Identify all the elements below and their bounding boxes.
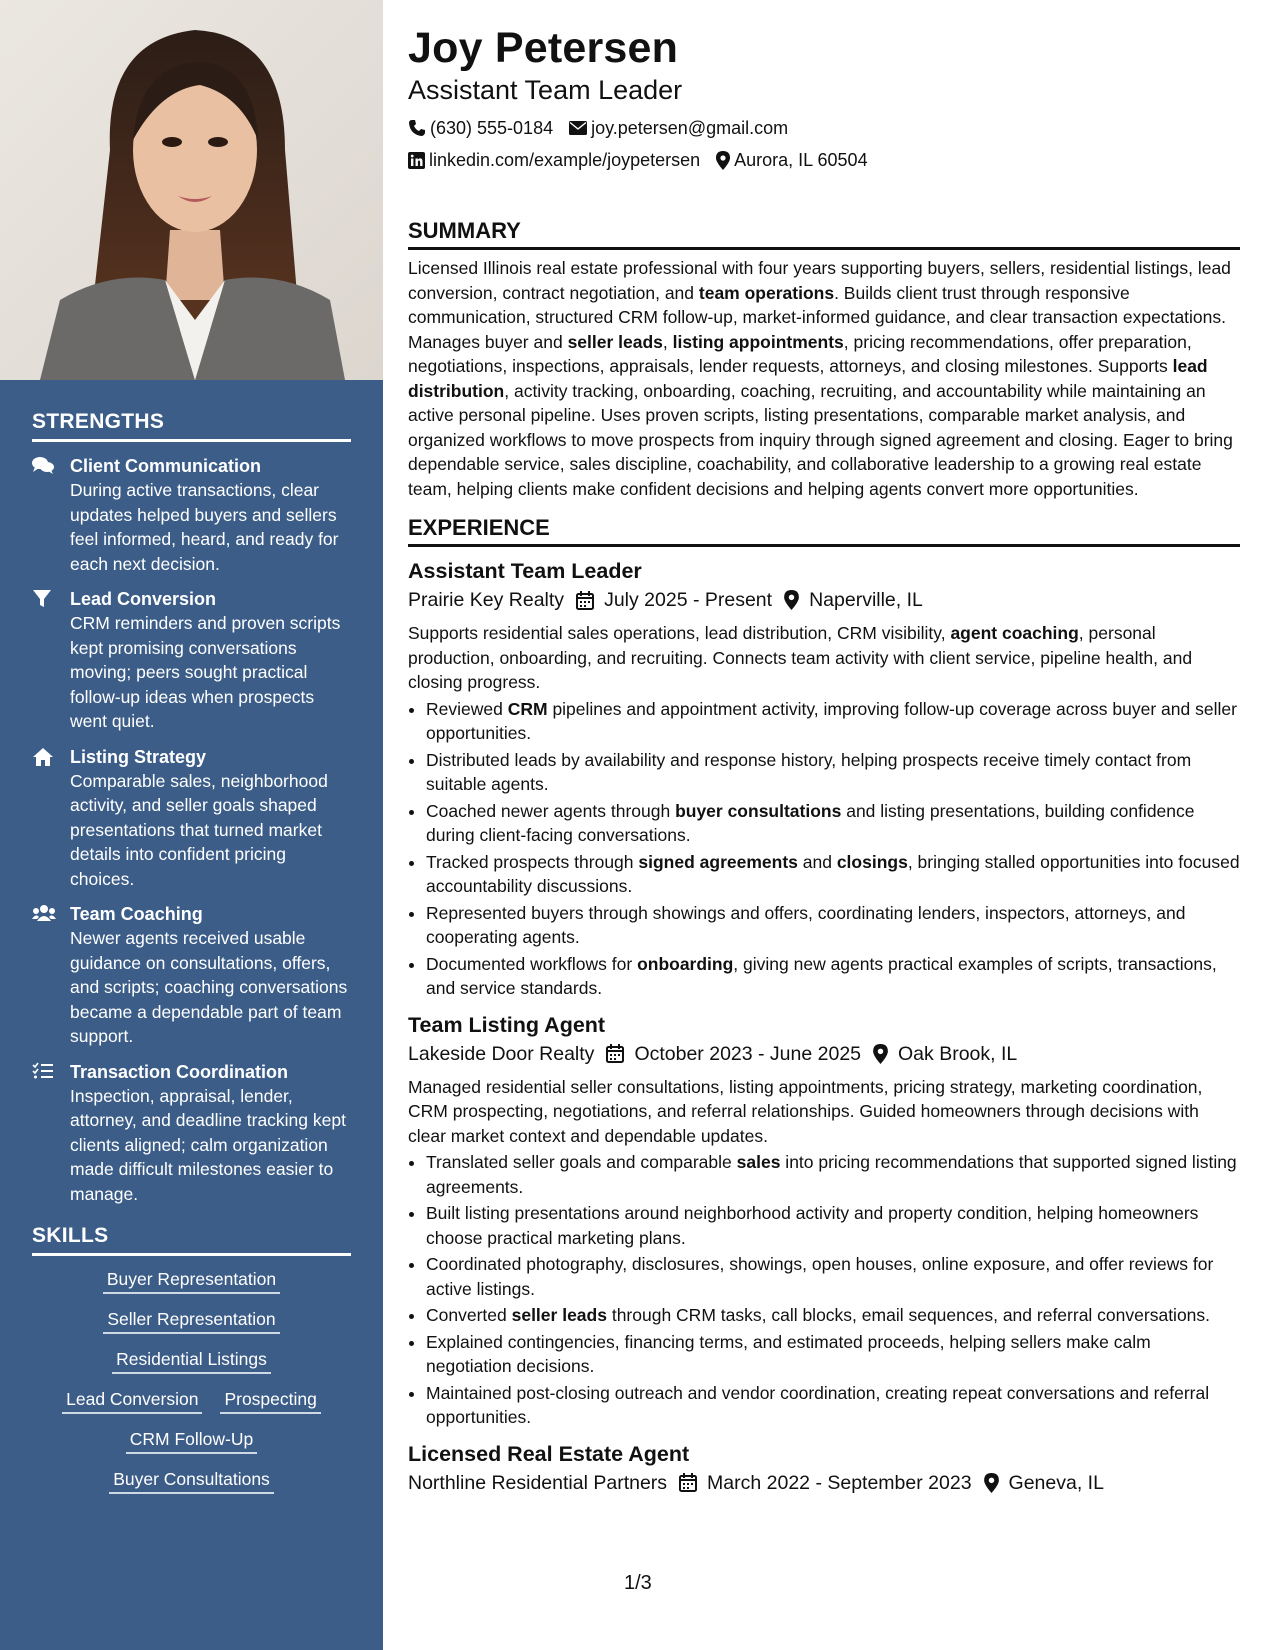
users-icon xyxy=(32,902,70,1049)
contact-line xyxy=(408,112,1240,144)
strength-desc: Inspection, appraisal, lender, attorney, and deadline tracking kept clients aligned; calm organization made difficult milestones easier to manage. xyxy=(70,1085,346,1204)
skill-tag: Prospecting xyxy=(220,1386,320,1414)
skill-tag: Buyer Representation xyxy=(103,1266,280,1294)
list-item: • Translated seller goals and comparable sales into pricing recommendations that supported signed listing agreements. xyxy=(426,1150,1240,1199)
contact-line xyxy=(408,144,1240,176)
list-item: • Documented workflows for onboarding, giving new agents practical examples of scripts, transactions, and service standards. xyxy=(426,952,1240,1001)
checklist-icon xyxy=(32,1060,70,1207)
strength-title: Transaction Coordination xyxy=(70,1061,289,1082)
profile-photo xyxy=(0,0,383,380)
list-item: • Coordinated photography, disclosures, showings, open houses, online exposure, and offer reviews for active listings. xyxy=(426,1252,1240,1301)
list-item: • Distributed leads by availability and response history, helping prospects receive timely contact from suitable agents. xyxy=(426,748,1240,797)
job-entry xyxy=(408,557,1240,1001)
bold-keyword: seller leads xyxy=(511,1305,607,1325)
bold-keyword: buyer consultations xyxy=(675,800,842,821)
job-dates: July 2025 - Present xyxy=(604,589,773,611)
strength-desc: Comparable sales, neighborhood activity, and seller goals shaped presentations that turned market details into confident pricing choices. xyxy=(70,770,328,889)
linkedin-icon xyxy=(408,152,425,169)
page-number: 1/3 xyxy=(624,1572,652,1594)
calendar-icon xyxy=(576,591,594,610)
strength-item xyxy=(32,454,351,576)
list-item: • Converted seller leads through CRM tasks, call blocks, email sequences, and referral conversations. xyxy=(426,1303,1240,1328)
bold-keyword: onboarding xyxy=(637,953,734,974)
bold-keyword: agent coaching xyxy=(950,623,1079,643)
home-icon xyxy=(32,745,70,892)
list-item: • Coached newer agents through buyer consultations and listing presentations, building confidence during client-facing conversations. xyxy=(426,799,1240,848)
job-location: Oak Brook, IL xyxy=(898,1042,1018,1065)
bold-keyword: closings xyxy=(836,851,908,872)
calendar-icon xyxy=(606,1044,624,1063)
main-content xyxy=(408,22,1240,1504)
skills-heading: SKILLS xyxy=(32,1224,351,1256)
job-title: Assistant Team Leader xyxy=(408,559,642,583)
strength-item xyxy=(32,745,351,892)
list-item: • Built listing presentations around neighborhood activity and property condition, helping homeowners choose practical marketing plans. xyxy=(426,1201,1240,1250)
summary-text: Licensed Illinois real estate professional with four years supporting buyers, sellers, residential listings, lead conversion, contract negotiation, and team operations. Builds client trust through responsive communication, structured CRM follow-up, market-informed guidance, and clear transaction expectations. Manages buyer and seller leads, listing appointments, pricing recommendations, offer preparation, negotiations, inspections, appraisals, lender requests, attorneys, and closing milestones. Supports lead distribution, activity tracking, onboarding, coaching, recruiting, and accountability while maintaining an active personal pipeline. Uses proven scripts, listing presentations, comparable market analysis, and organized workflows to move prospects from inquiry through signed agreement and closing. Eager to bring dependable service, sales discipline, coachability, and collaborative leadership to a growing real estate team, helping clients make confident decisions and helping agents convert more opportunities. xyxy=(408,258,1233,499)
funnel-icon xyxy=(32,587,70,734)
strengths-heading: STRENGTHS xyxy=(32,410,351,442)
list-item: • Tracked prospects through signed agreements and closings, bringing stalled opportunities into focused accountability discussions. xyxy=(426,850,1240,899)
candidate-name: Joy Petersen xyxy=(408,24,679,72)
job-location: Naperville, IL xyxy=(809,589,923,611)
strength-desc: Newer agents received usable guidance on consultations, offers, and scripts; coaching conversations became a dependable part of team support. xyxy=(70,928,348,1046)
job-title: Team Listing Agent xyxy=(408,1012,606,1037)
sidebar xyxy=(0,0,383,1650)
summary-heading: SUMMARY xyxy=(408,218,1240,250)
company-name: Northline Residential Partners xyxy=(408,1471,668,1494)
job-dates: October 2023 - June 2025 xyxy=(634,1042,862,1065)
skill-tag: CRM Follow-Up xyxy=(126,1426,257,1454)
strength-item xyxy=(32,587,351,734)
strength-title: Listing Strategy xyxy=(70,746,207,767)
strength-title: Client Communication xyxy=(70,456,262,476)
skill-tag: Lead Conversion xyxy=(62,1386,202,1414)
bold-keyword: sales xyxy=(736,1152,781,1172)
bold-keyword: team operations xyxy=(698,282,835,303)
job-location: Geneva, IL xyxy=(1008,1471,1104,1494)
linkedin-link[interactable]: linkedin.com/example/joypetersen xyxy=(429,150,701,170)
strength-item xyxy=(32,1060,351,1207)
job-dates: March 2022 - September 2023 xyxy=(707,1471,972,1494)
company-name: Prairie Key Realty xyxy=(408,589,565,611)
job-entry xyxy=(408,1011,1240,1430)
skill-tag: Buyer Consultations xyxy=(109,1466,274,1494)
job-bullets xyxy=(408,1150,1240,1430)
strength-desc: CRM reminders and proven scripts kept promising conversations moving; peers sought practical follow-up ideas when prospects went quiet. xyxy=(70,613,341,731)
job-description: Managed residential seller consultations, listing appointments, pricing strategy, marketing coordination, CRM prospecting, negotiations, and referral relationships. Guided homeowners through decisions with clear market context and dependable updates. xyxy=(408,1076,1203,1146)
list-item: • Represented buyers through showings and offers, coordinating lenders, inspectors, attorneys, and cooperating agents. xyxy=(426,901,1240,950)
phone-number[interactable]: (630) 555-0184 xyxy=(430,118,554,138)
envelope-icon xyxy=(569,121,587,135)
bold-keyword: listing appointments xyxy=(672,331,844,352)
experience-heading: EXPERIENCE xyxy=(408,515,1240,547)
list-item: • Maintained post-closing outreach and vendor coordination, creating repeat conversations and referral opportunities. xyxy=(426,1381,1240,1430)
strength-title: Team Coaching xyxy=(70,904,203,924)
map-pin-icon xyxy=(984,1473,999,1493)
map-pin-icon xyxy=(873,1044,888,1064)
list-item: • Reviewed CRM pipelines and appointment activity, improving follow-up coverage across buyer and seller opportunities. xyxy=(426,697,1240,746)
strength-title: Lead Conversion xyxy=(70,589,217,609)
email-link[interactable]: joy.petersen@gmail.com xyxy=(591,118,789,138)
strength-desc: During active transactions, clear updates helped buyers and sellers feel informed, heard, and ready for each next decision. xyxy=(70,480,339,574)
job-entry xyxy=(408,1440,1240,1498)
job-meta xyxy=(408,1039,1240,1069)
job-meta xyxy=(408,1468,1240,1498)
calendar-icon xyxy=(679,1473,697,1492)
list-item: • Explained contingencies, financing terms, and estimated proceeds, helping sellers make calm negotiation decisions. xyxy=(426,1330,1240,1379)
bold-keyword: signed agreements xyxy=(638,851,798,872)
skills-list xyxy=(32,1266,351,1506)
chat-bubbles-icon xyxy=(32,454,70,576)
job-meta xyxy=(408,585,1240,615)
phone-icon xyxy=(408,119,426,137)
job-bullets xyxy=(408,697,1240,1001)
bold-keyword: CRM xyxy=(507,698,548,719)
candidate-role: Assistant Team Leader xyxy=(408,75,683,105)
map-pin-icon xyxy=(784,590,799,610)
map-pin-icon xyxy=(716,151,730,170)
bold-keyword: lead distribution xyxy=(408,356,1208,401)
location: Aurora, IL 60504 xyxy=(734,150,868,170)
skill-tag: Residential Listings xyxy=(112,1346,271,1374)
job-description: Supports residential sales operations, lead distribution, CRM visibility, agent coaching, personal production, onboarding, and recruiting. Connects team activity with client service, pipeline health, and closing progress. xyxy=(408,623,1193,692)
job-title: Licensed Real Estate Agent xyxy=(408,1441,690,1466)
bold-keyword: seller leads xyxy=(567,331,663,352)
company-name: Lakeside Door Realty xyxy=(408,1042,595,1065)
strength-item xyxy=(32,902,351,1049)
skill-tag: Seller Representation xyxy=(103,1306,279,1334)
